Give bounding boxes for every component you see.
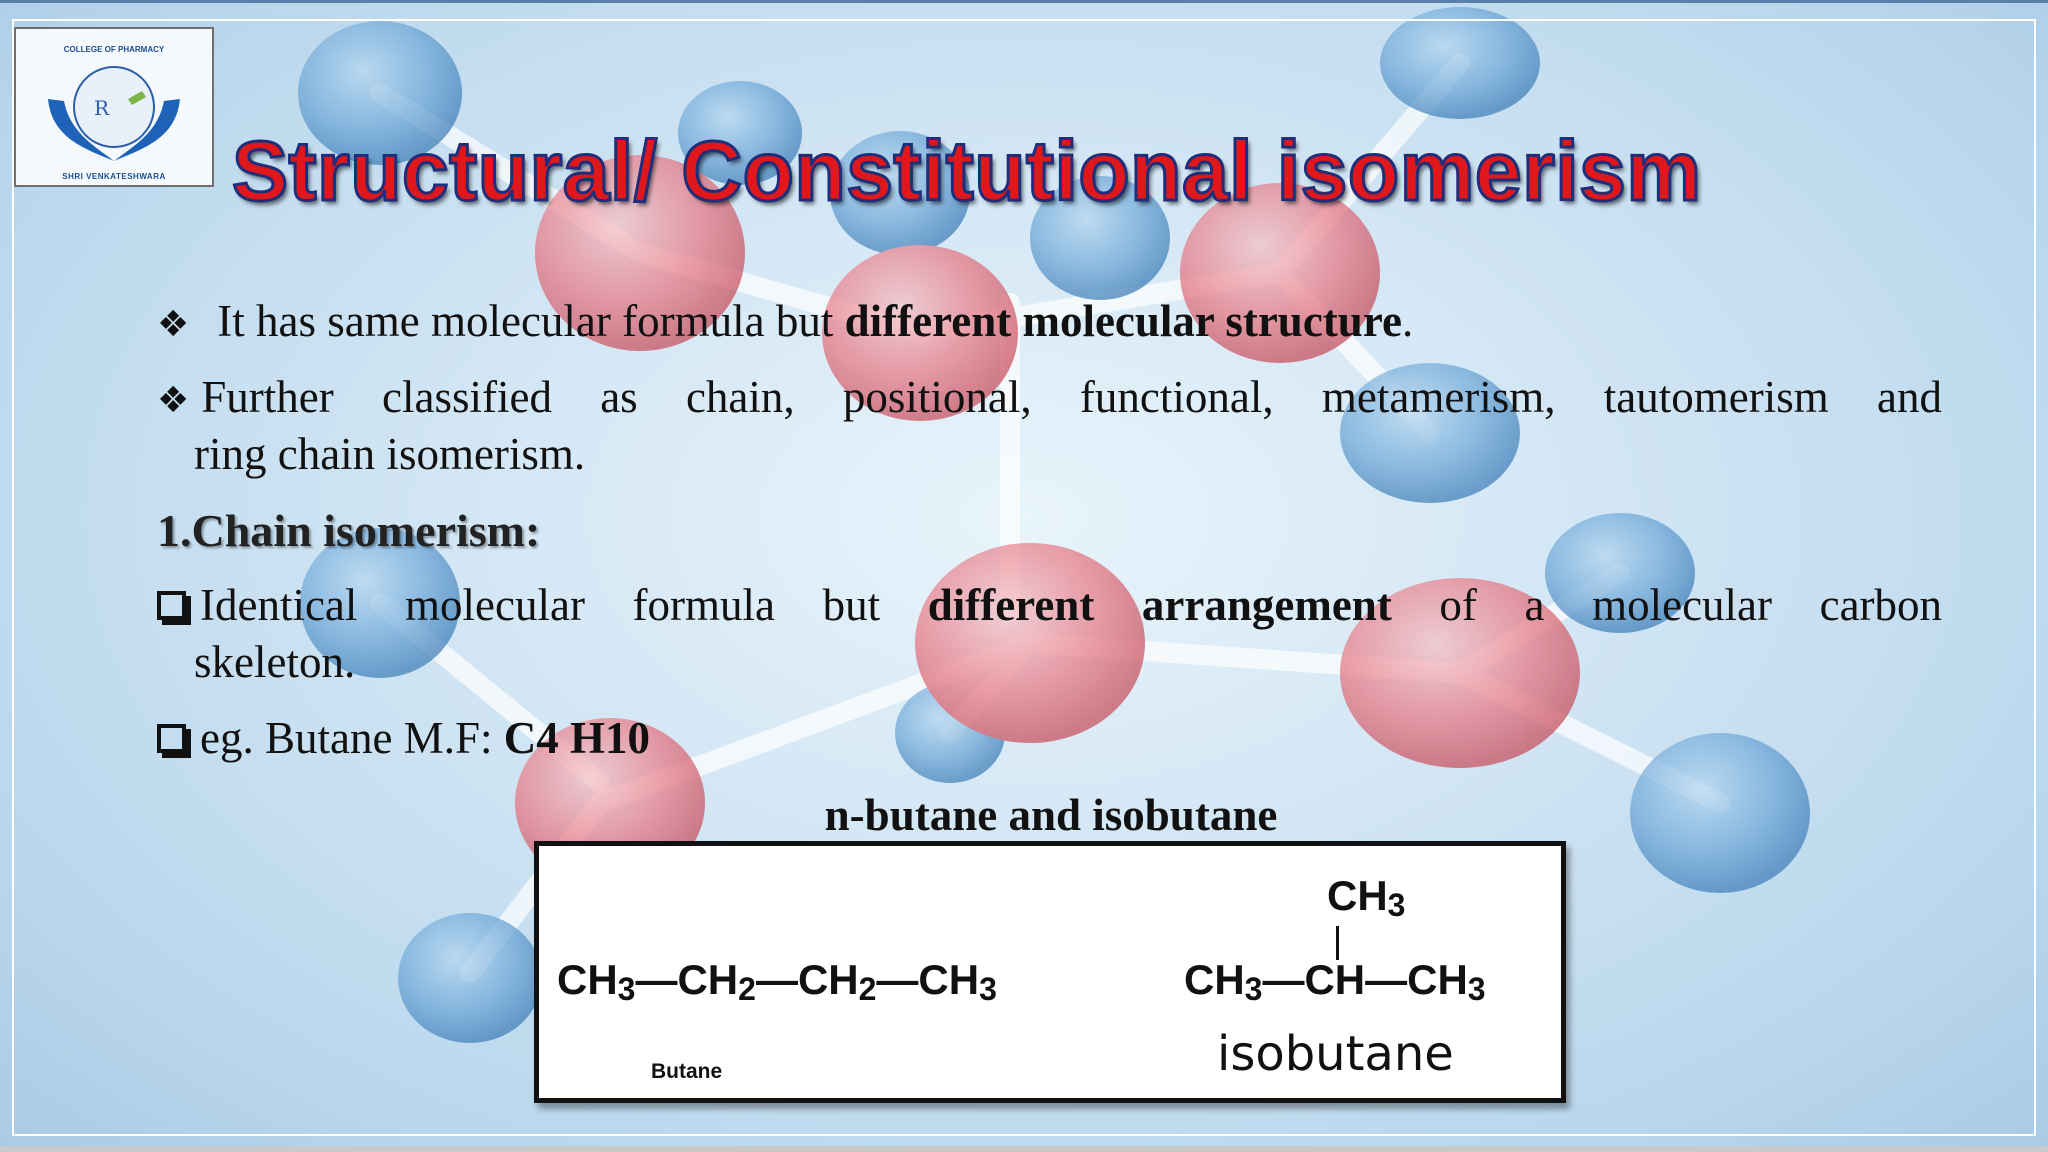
word-bold: different [927, 580, 1095, 630]
logo-top-text: COLLEGE OF PHARMACY [63, 45, 165, 54]
bullet-item-classified-line2: ring chain isomerism. [194, 429, 586, 479]
diamond-bullet-icon: ❖ [157, 304, 190, 345]
isobutane-structure: $CH_3—CH—CH_3$ [1184, 956, 1486, 1007]
bullet-item-identical-line1 [157, 577, 1942, 633]
word: but [822, 580, 881, 630]
isobutane-label: isobutane [1217, 1026, 1454, 1082]
word: of [1439, 580, 1477, 630]
butane-isobutane-figure [534, 841, 1566, 1103]
square-bullet-icon [157, 724, 186, 753]
bullet-text: It has same molecular formula but [217, 296, 845, 346]
butane-label: Butane [651, 1060, 723, 1083]
square-bullet-icon [157, 591, 186, 620]
word: Identical [200, 580, 358, 630]
word: a [1524, 580, 1545, 630]
diamond-bullet-icon: ❖ [157, 380, 190, 421]
page-title: Structural/ Constitutional isomerism [232, 124, 1702, 218]
example-text: eg. Butane M.F: [200, 713, 504, 763]
isobutane-methyl-branch: $CH_3$ [1327, 872, 1406, 923]
bullet-text-end: . [1401, 296, 1414, 346]
section-heading-chain-isomerism: 1.Chain isomerism: [157, 505, 541, 556]
molecular-formula: C4 H10 [503, 713, 650, 763]
bullet-text: Further classified as chain, positional, functional, metamerism, tautomerism and [201, 372, 1942, 422]
bullet-item-classified-line1 [157, 369, 1942, 429]
isobutane-branch-bond [1336, 926, 1339, 960]
college-logo [14, 27, 214, 187]
bullet-item-example [157, 710, 650, 766]
word: molecular [405, 580, 585, 630]
bullet-item-identical-line2: skeleton. [194, 637, 356, 687]
bullet-text-bold: different molecular structure [844, 296, 1402, 346]
word: formula [632, 580, 775, 630]
pharmacy-hands-logo-icon [16, 29, 212, 185]
bullet-item-same-formula [157, 293, 1947, 353]
word: molecular [1592, 580, 1773, 630]
word-bold: arrangement [1141, 580, 1392, 630]
butane-structure: $CH_3—CH_2—CH_2—CH_3$ [557, 956, 997, 1007]
figure-caption: n-butane and isobutane [824, 790, 1278, 840]
logo-caption: SHRI VENKATESHWARA [62, 172, 166, 181]
word: carbon [1819, 580, 1943, 630]
svg-text:R: R [94, 96, 110, 120]
